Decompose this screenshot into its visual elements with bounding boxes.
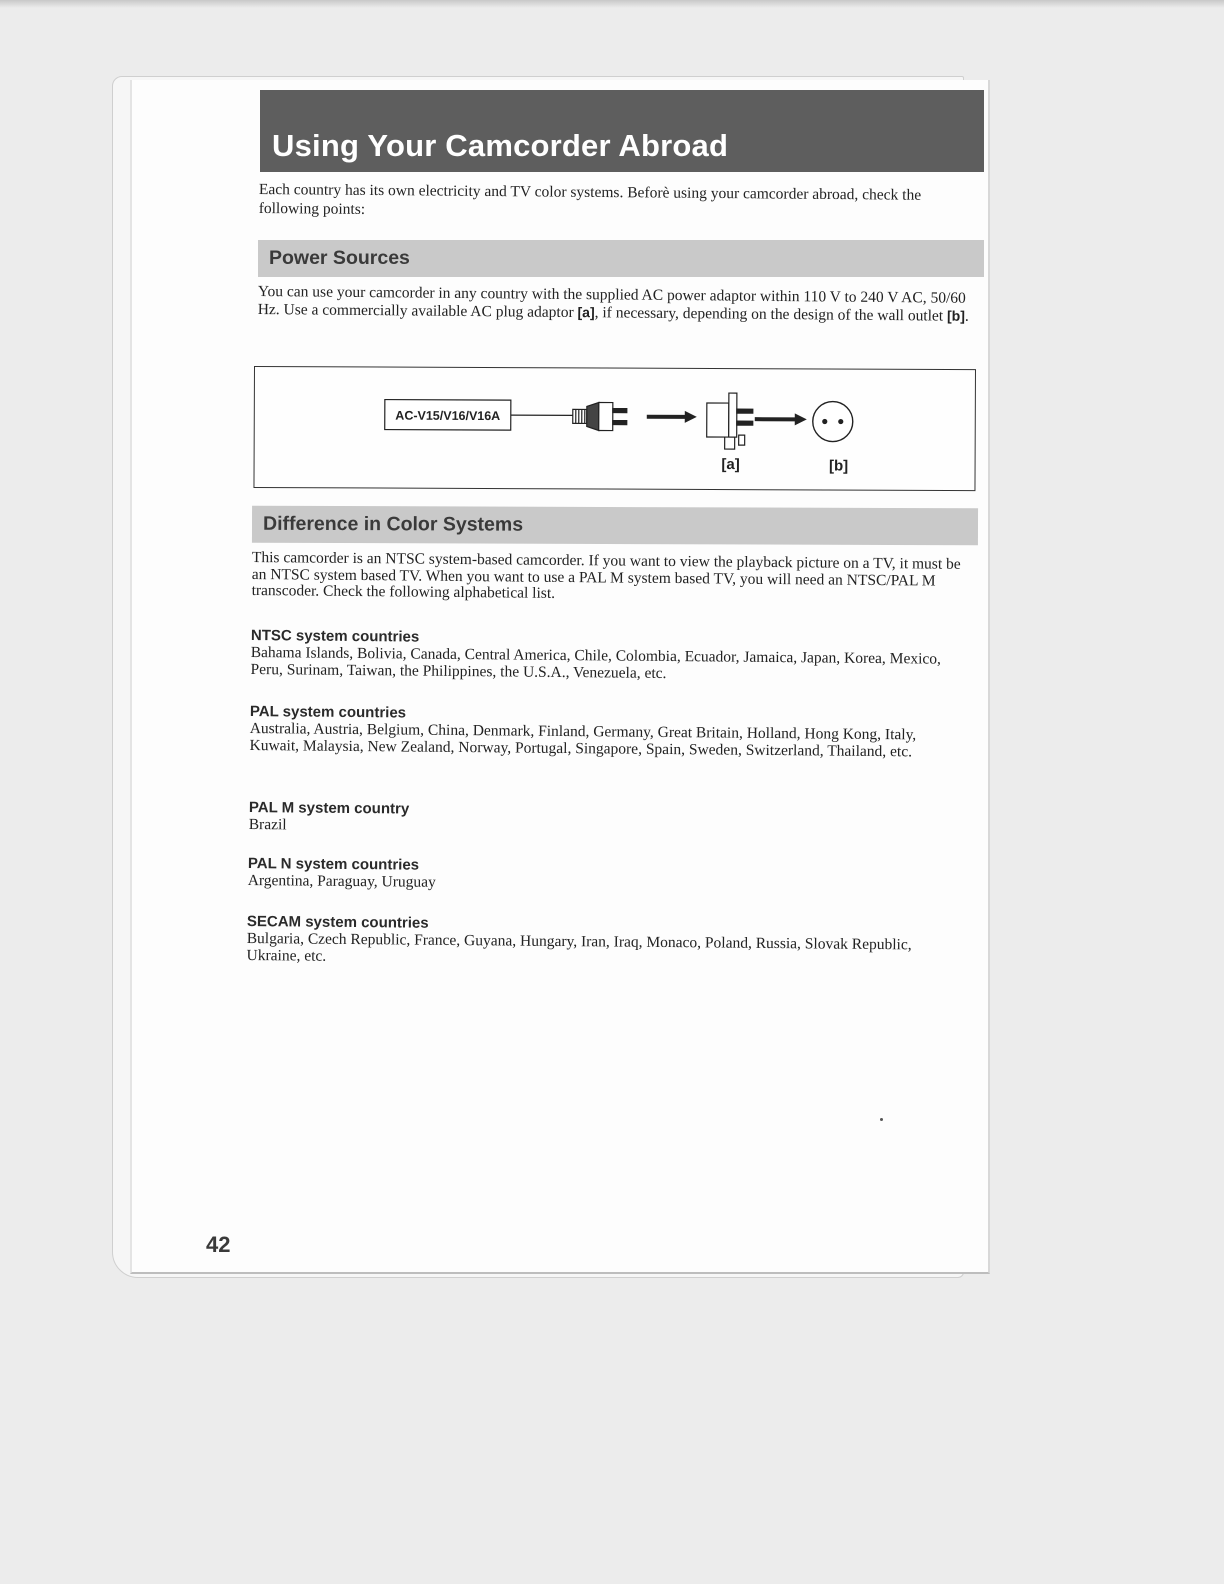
secam-countries: Bulgaria, Czech Republic, France, Guyana, Hungary, Iran, Iraq, Monaco, Poland, Russia, Slovak Republic, Ukraine, etc. [246, 929, 912, 965]
color-systems-band [252, 506, 978, 546]
manual-page [130, 80, 990, 1274]
ntsc-countries: Bahama Islands, Bolivia, Canada, Central America, Chile, Colombia, Ecuador, Jamaica, Japan, Korea, Mexico, Peru, Surinam, Taiwan, the Philippines, the U.S.A., Venezuela, etc. [250, 643, 942, 682]
power-text-1: You can use your camcorder in any country with the supplied AC power adaptor within 110 V to 240 V AC, 50/60 Hz. Use a commercially available AC plug adaptor [257, 283, 966, 321]
ntsc-heading: NTSC system countries [250, 626, 420, 646]
ref-b: [b] [946, 307, 966, 324]
label-b: [b] [828, 457, 849, 475]
wall-outlet-icon [813, 401, 853, 441]
pal-group [250, 702, 955, 761]
plug-adaptor-icon [707, 393, 753, 449]
arrow-icon-2 [755, 413, 807, 425]
ref-a: [a] [577, 303, 595, 320]
power-text-3: . [964, 307, 969, 325]
pal-m-group [249, 798, 954, 840]
arrow-icon-1 [647, 411, 697, 423]
pal-heading: PAL system countries [249, 702, 407, 722]
page-number: 42 [206, 1232, 231, 1257]
pal-n-countries: Argentina, Paraguay, Uruguay [247, 871, 436, 891]
secam-heading: SECAM system countries [246, 912, 429, 932]
scan-speck [880, 1118, 883, 1121]
pal-m-heading: PAL M system country [248, 798, 410, 818]
label-a: [a] [721, 456, 740, 474]
power-sources-heading: Power Sources [269, 247, 410, 269]
color-systems-heading: Difference in Color Systems [262, 512, 524, 536]
plug-adaptor-diagram [253, 366, 976, 491]
power-text-2: , if necessary, depending on the design of the wall outlet [594, 303, 948, 325]
power-sources-band [258, 240, 984, 277]
scan-edge [0, 0, 1224, 8]
intro-paragraph: Each country has its own electricity and TV color systems. Beforè using your camcorder abroad, check the following points: [258, 180, 922, 218]
title-band [260, 90, 984, 172]
pal-n-heading: PAL N system countries [247, 854, 420, 874]
ac-plug-icon [573, 402, 627, 430]
color-systems-paragraph: This camcorder is an NTSC system-based camcorder. If you want to view the playback picture on a TV, it must be an NTSC system based TV. When you want to use a PAL M system based TV, you will need an NTSC/PAL M transcoder. Check the following alphabetical list. [251, 549, 961, 602]
pal-m-countries: Brazil [248, 815, 287, 834]
page-title: Using Your Camcorder Abroad [272, 128, 729, 163]
plug-diagram-illustration [254, 367, 975, 490]
ntsc-group [251, 626, 956, 685]
secam-group [247, 912, 952, 971]
pal-countries: Australia, Austria, Belgium, China, Denmark, Finland, Germany, Great Britain, Holland, Hong Kong, Italy, Kuwait, Malaysia, New Zealand, Norway, Portugal, Singapore, Spain, Sweden, Switzerland, Thailand, etc. [249, 719, 917, 760]
power-sources-paragraph [258, 284, 978, 325]
pal-n-group [248, 854, 953, 896]
model-label: AC-V15/V16/V16A [395, 408, 501, 424]
